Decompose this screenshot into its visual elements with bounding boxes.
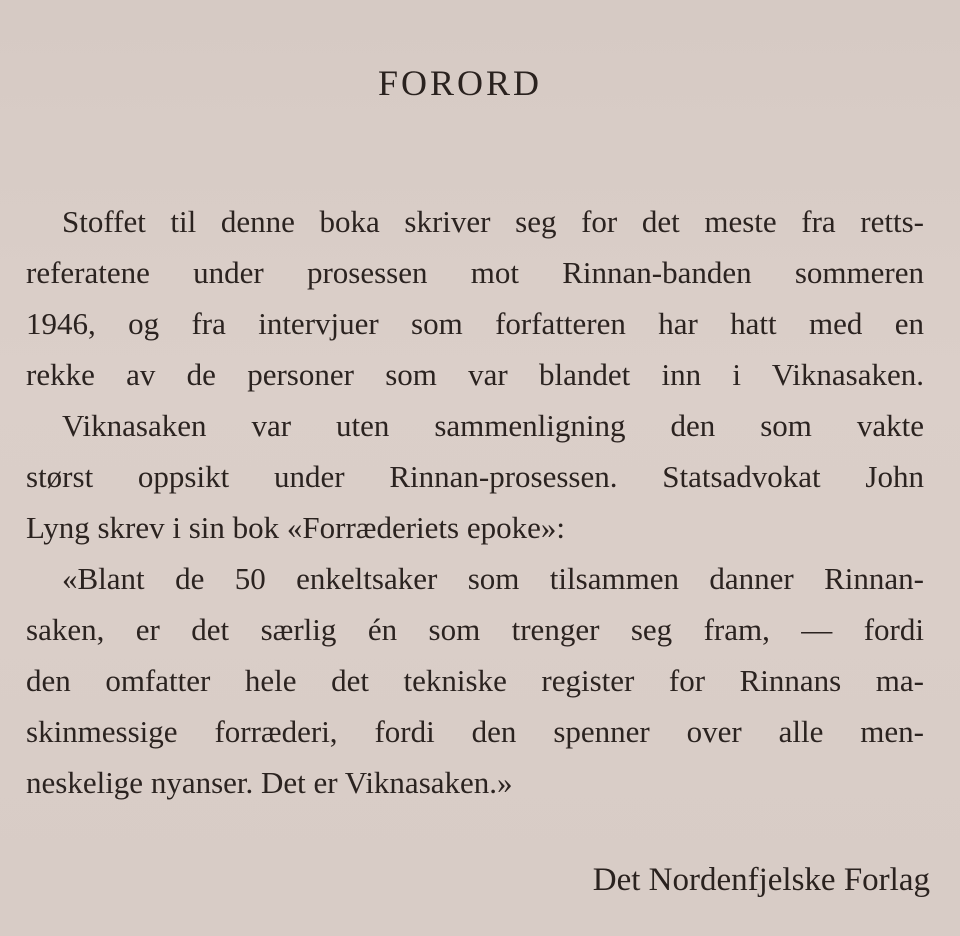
paragraph-3-line-5: neskelige nyanser. Det er Viknasaken.» [26, 765, 513, 800]
paragraph-1-line-1: Stoffet til denne boka skriver seg for det meste fra retts- [62, 204, 924, 239]
paragraph-3-line-4: skinmessige forræderi, fordi den spenner over alle men- [26, 714, 924, 749]
paragraph-3-line-3: den omfatter hele det tekniske register for Rinnans ma- [26, 663, 924, 698]
publisher-signature: Det Nordenfjelske Forlag [592, 862, 930, 898]
paragraph-3-line-1: «Blant de 50 enkeltsaker som tilsammen danner Rinnan- [62, 561, 924, 596]
paragraph-1-line-2: referatene under prosessen mot Rinnan-banden sommeren [26, 255, 924, 290]
preface-body [26, 196, 924, 808]
page-title: FORORD [377, 63, 543, 103]
paragraph-2-line-2: størst oppsikt under Rinnan-prosessen. Statsadvokat John [26, 459, 924, 494]
paragraph-2-line-1: Viknasaken var uten sammenligning den som vakte [62, 408, 924, 443]
paragraph-3-line-2: saken, er det særlig én som trenger seg fram, — fordi [26, 612, 924, 647]
paragraph-1-line-3: 1946, og fra intervjuer som forfatteren har hatt med en [26, 306, 924, 341]
paragraph-1-line-4: rekke av de personer som var blandet inn i Viknasaken. [26, 357, 924, 392]
paragraph-2-line-3: Lyng skrev i sin bok «Forræderiets epoke»: [26, 510, 565, 545]
